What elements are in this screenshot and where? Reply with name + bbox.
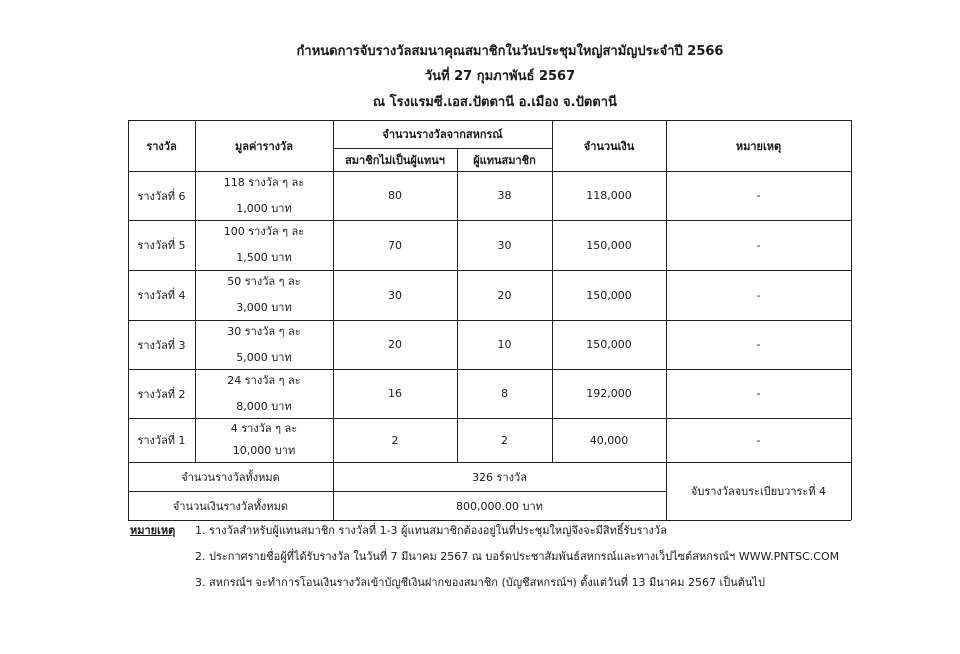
row-rep-count: 10 bbox=[497, 338, 512, 351]
row-non-rep-count: 30 bbox=[388, 288, 402, 302]
draw-order-note: จับรางวัลจบระเบียบวาระที่ 4 bbox=[690, 485, 827, 498]
row-non-rep-count: 70 bbox=[388, 238, 402, 252]
row-prize-value-amount: 10,000 บาท bbox=[232, 444, 296, 457]
total-prizes-label: จำนวนรางวัลทั้งหมด bbox=[181, 470, 280, 484]
row-remark: - bbox=[756, 189, 761, 202]
header-remark: หมายเหตุ bbox=[735, 139, 782, 153]
row-prize-value bbox=[195, 320, 333, 369]
row-prize-name: รางวัลที่ 4 bbox=[137, 289, 186, 302]
row-prize-value-amount: 1,500 บาท bbox=[236, 251, 292, 264]
row-prize-name: รางวัลที่ 3 bbox=[137, 338, 186, 352]
row-non-rep-count: 20 bbox=[388, 338, 402, 351]
row-prize-name: รางวัลที่ 6 bbox=[137, 189, 186, 203]
row-prize-value bbox=[195, 418, 333, 462]
note-item: 1. รางวัลสำหรับผู้แทนสมาชิก รางวัลที่ 1-3 ผู้แทนสมาชิกต้องอยู่ในที่ประชุมใหญ่จึงจะมีสิทธิ์รับรางวัล bbox=[195, 524, 667, 537]
row-rep-count: 38 bbox=[497, 189, 512, 202]
row-rep-count: 2 bbox=[501, 433, 508, 447]
row-prize-value-count: 30 รางวัล ๆ ละ bbox=[227, 324, 301, 338]
row-prize-name: รางวัลที่ 2 bbox=[137, 387, 186, 401]
row-amount: 150,000 bbox=[586, 288, 632, 302]
row-remark: - bbox=[756, 238, 761, 252]
row-amount: 150,000 bbox=[586, 238, 632, 252]
row-rep-count: 20 bbox=[497, 288, 512, 302]
note-item: 3. สหกรณ์ฯ จะทำการโอนเงินรางวัลเข้าบัญชีเงินฝากของสมาชิก (บัญชีสหกรณ์ฯ) ตั้งแต่วันที่ 13 มีนาคม 2567 เป็นต้นไป bbox=[195, 576, 765, 589]
row-prize-name: รางวัลที่ 5 bbox=[137, 239, 186, 252]
total-prizes-value: 326 รางวัล bbox=[472, 470, 527, 484]
row-rep-count: 30 bbox=[497, 238, 512, 252]
row-prize-value-count: 118 รางวัล ๆ ละ bbox=[223, 175, 305, 189]
row-prize-value bbox=[195, 270, 333, 320]
header-non-rep: สมาชิกไม่เป็นผู้แทนฯ bbox=[345, 153, 445, 167]
row-non-rep-count: 80 bbox=[388, 189, 402, 202]
row-non-rep-count: 2 bbox=[391, 433, 399, 447]
header-rep: ผู้แทนสมาชิก bbox=[473, 153, 536, 167]
header-amount: จำนวนเงิน bbox=[583, 139, 635, 153]
row-amount: 192,000 bbox=[586, 387, 632, 400]
header-count-group: จำนวนรางวัลจากสหกรณ์ bbox=[382, 128, 503, 141]
total-amount-value: 800,000.00 บาท bbox=[456, 499, 543, 513]
row-rep-count: 8 bbox=[501, 387, 508, 400]
row-remark: - bbox=[756, 288, 761, 302]
row-prize-value-count: 50 รางวัล ๆ ละ bbox=[227, 275, 301, 288]
note-item: 2. ประกาศรายชื่อผู้ที่ได้รับรางวัล ในวันที่ 7 มีนาคม 2567 ณ บอร์ดประชาสัมพันธ์สหกรณ์และทางเว็ปไซต์สหกรณ์ฯ WWW.PNTSC.COM bbox=[195, 550, 840, 563]
document-date: วันที่ 27 กุมภาพันธ์ 2567 bbox=[424, 69, 576, 84]
row-remark: - bbox=[756, 433, 761, 447]
row-remark: - bbox=[756, 338, 761, 351]
document-venue: ณ โรงแรมซี.เอส.ปัตตานี อ.เมือง จ.ปัตตานี bbox=[373, 95, 617, 110]
row-prize-value-amount: 1,000 บาท bbox=[236, 201, 292, 215]
document-title: กำหนดการจับรางวัลสมนาคุณสมาชิกในวันประชุมใหญ่สามัญประจำปี 2566 bbox=[296, 44, 724, 59]
header-value: มูลค่ารางวัล bbox=[235, 139, 293, 153]
notes-label: หมายเหตุ bbox=[130, 524, 176, 537]
row-prize-value-amount: 5,000 บาท bbox=[236, 350, 292, 364]
row-prize-value bbox=[195, 220, 333, 270]
total-amount-label: จำนวนเงินรางวัลทั้งหมด bbox=[172, 499, 289, 513]
row-amount: 150,000 bbox=[586, 338, 632, 351]
row-amount: 40,000 bbox=[589, 433, 629, 447]
row-prize-value-amount: 3,000 บาท bbox=[236, 301, 292, 314]
row-prize-value-count: 100 รางวัล ๆ ละ bbox=[223, 225, 305, 238]
table-border-right bbox=[851, 120, 852, 520]
row-prize-value-amount: 8,000 บาท bbox=[236, 399, 292, 413]
row-prize-value-count: 24 รางวัล ๆ ละ bbox=[227, 373, 301, 387]
row-prize-value-count: 4 รางวัล ๆ ละ bbox=[230, 422, 298, 435]
row-amount: 118,000 bbox=[586, 189, 632, 202]
row-prize-value bbox=[195, 369, 333, 418]
row-prize-name: รางวัลที่ 1 bbox=[137, 434, 186, 447]
header-prize: รางวัล bbox=[146, 139, 177, 153]
row-prize-value bbox=[195, 171, 333, 220]
row-remark: - bbox=[756, 387, 761, 400]
row-non-rep-count: 16 bbox=[388, 387, 402, 400]
